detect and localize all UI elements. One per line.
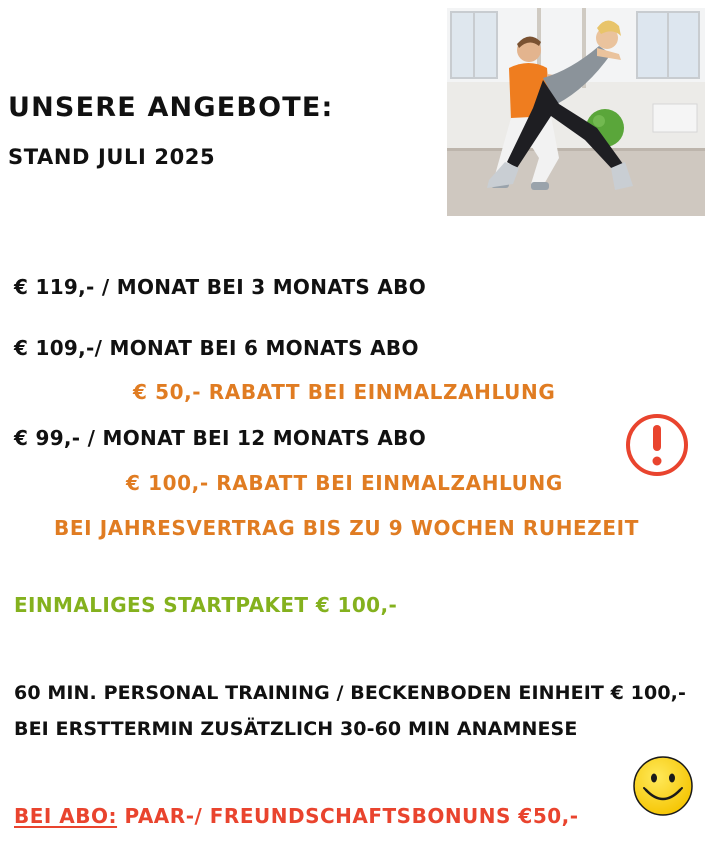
personal-training-line2: BEI ERSTTERMIN ZUSÄTZLICH 30-60 MIN ANAMNESE bbox=[14, 718, 578, 740]
training-photo bbox=[447, 8, 705, 216]
offer-3-months: € 119,- / MONAT BEI 3 MONATS ABO bbox=[14, 275, 427, 299]
friendship-bonus bbox=[14, 804, 579, 828]
start-package: EINMALIGES STARTPAKET € 100,- bbox=[14, 593, 398, 617]
rest-period-note: BEI JAHRESVERTRAG BIS ZU 9 WOCHEN RUHEZEIT bbox=[54, 516, 639, 540]
discount-6-months: € 50,- RABATT BEI EINMALZAHLUNG bbox=[133, 380, 556, 404]
offer-12-months: € 99,- / MONAT BEI 12 MONATS ABO bbox=[14, 426, 427, 450]
bonus-text: PAAR-/ FREUNDSCHAFTSBONUNS €50,- bbox=[117, 804, 579, 828]
offer-6-months: € 109,-/ MONAT BEI 6 MONATS ABO bbox=[14, 336, 419, 360]
exclamation-circle-icon bbox=[624, 412, 690, 478]
bonus-lead: BEI ABO: bbox=[14, 804, 118, 828]
smiley-face-icon bbox=[631, 754, 695, 818]
page-title: UNSERE ANGEBOTE: bbox=[8, 92, 334, 123]
discount-12-months: € 100,- RABATT BEI EINMALZAHLUNG bbox=[126, 471, 563, 495]
personal-training-line1: 60 MIN. PERSONAL TRAINING / BECKENBODEN EINHEIT € 100,- bbox=[14, 682, 686, 704]
page-subtitle: STAND JULI 2025 bbox=[8, 145, 216, 169]
